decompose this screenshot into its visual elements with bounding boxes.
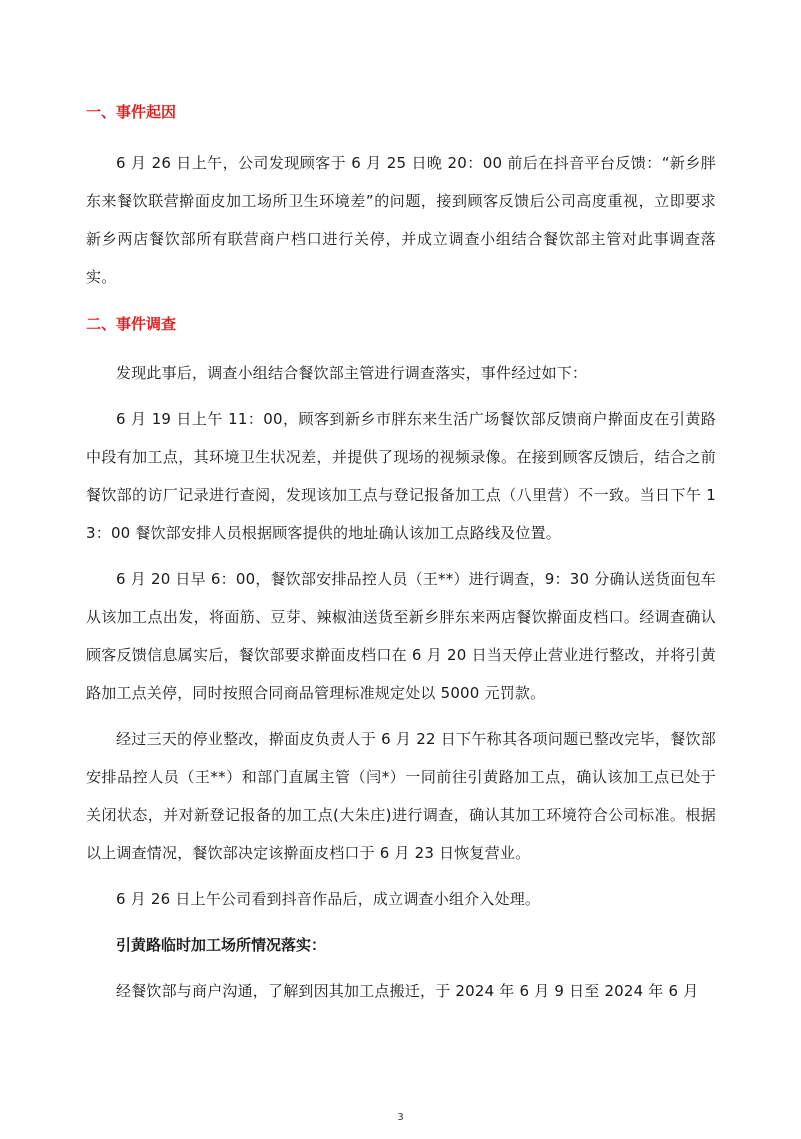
subsection-heading: 引黄路临时加工场所情况落实： [116,936,327,954]
paragraph: 发现此事后，调查小组结合餐饮部主管进行调查落实，事件经过如下： [116,364,588,382]
paragraph: 经餐饮部与商户沟通，了解到因其加工点搬迁，于 2024 年 6 月 9 日至 2024 年 6 月 [116,982,699,1000]
paragraph: 经过三天的停业整改，擀面皮负责人于 6 月 22 日下午称其各项问题已整改完毕，餐饮部安排品控人员（王**）和部门直属主管（闫*）一同前往引黄路加工点，确认该加工点已处于关闭状态，并对新登记报备的加工点(大朱庄)进行调查，确认其加工环境符合公司标准。根据以上调查情况，餐饮部决定该擀面皮档口于 6 月 23 日恢复营业。 [86,730,716,862]
document-body [86,98,716,1010]
paragraph: 6 月 26 日上午，公司发现顾客于 6 月 25 日晚 20：00 前后在抖音平台反馈：“新乡胖东来餐饮联营擀面皮加工场所卫生环境差”的问题，接到顾客反馈后公司高度重视，立即要求新乡两店餐饮部所有联营商户档口进行关停，并成立调查小组结合餐饮部主管对此事调查落实。 [86,154,716,286]
paragraph: 6 月 26 日上午公司看到抖音作品后，成立调查小组介入处理。 [116,890,541,908]
paragraph: 6 月 19 日上午 11：00，顾客到新乡市胖东来生活广场餐饮部反馈商户擀面皮在引黄路中段有加工点，其环境卫生状况差，并提供了现场的视频录像。在接到顾客反馈后，结合之前餐饮部的访厂记录进行查阅，发现该加工点与登记报备加工点（八里营）不一致。当日下午 13：00 餐饮部安排人员根据顾客提供的地址确认该加工点路线及位置。 [86,410,716,542]
paragraph: 6 月 20 日早 6：00，餐饮部安排品控人员（王**）进行调查，9：30 分确认送货面包车从该加工点出发，将面筋、豆芽、辣椒油送货至新乡胖东来两店餐饮擀面皮档口。经调查确认顾客反馈信息属实后，餐饮部要求擀面皮档口在 6 月 20 日当天停止营业进行整改，并将引黄路加工点关停，同时按照合同商品管理标准规定处以 5000 元罚款。 [86,570,716,702]
section-heading-cause: 一、事件起因 [86,103,177,121]
section-heading-investigation: 二、事件调查 [86,315,177,333]
page-number: 3 [397,1112,404,1123]
